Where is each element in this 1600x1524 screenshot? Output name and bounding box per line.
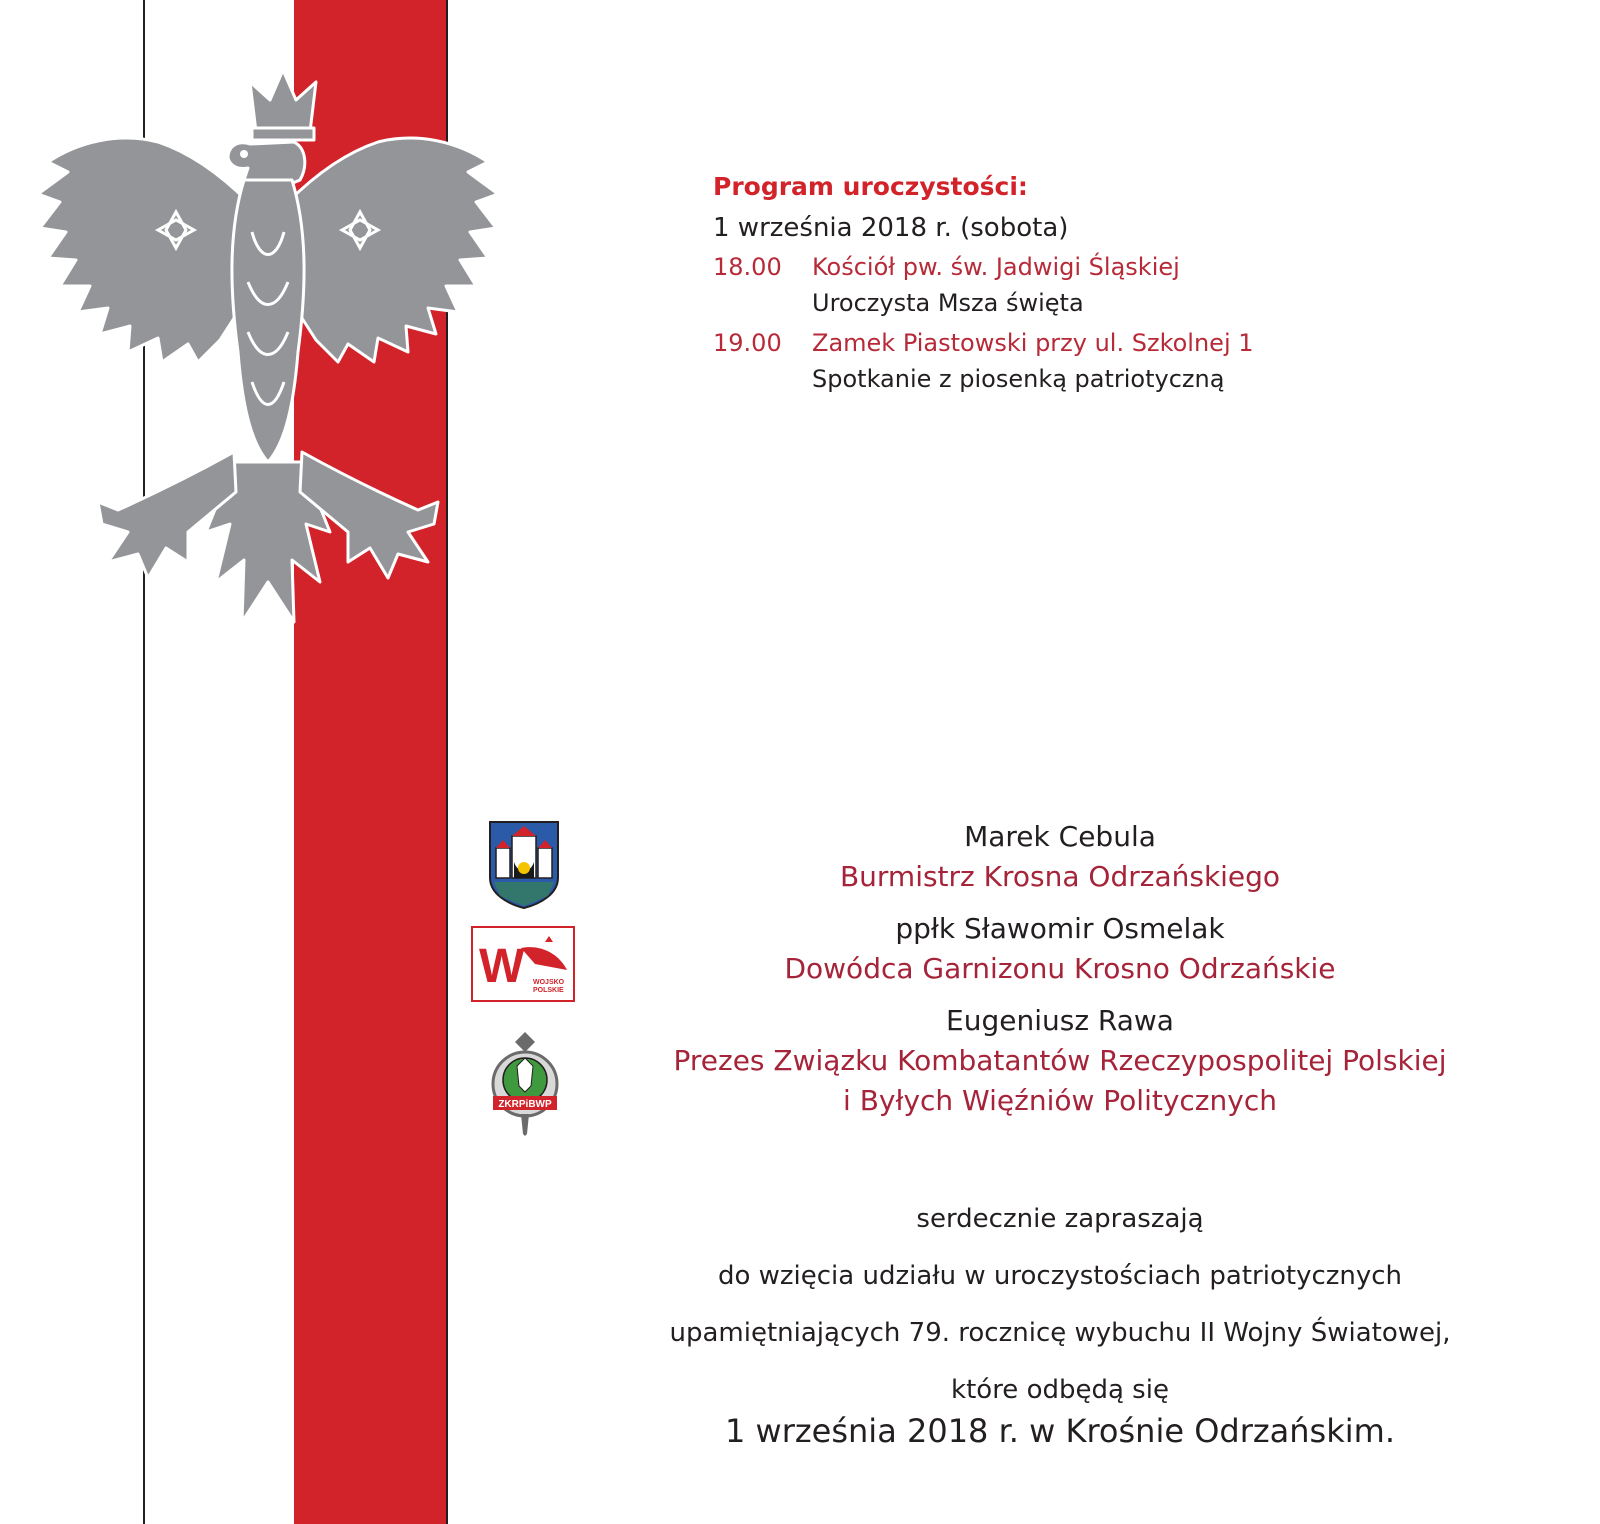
hosts-section bbox=[600, 817, 1520, 1133]
program-event bbox=[713, 249, 1254, 285]
invitation-section bbox=[600, 1201, 1520, 1452]
event-description: Spotkanie z piosenką patriotyczną bbox=[812, 365, 1225, 393]
host-role: Burmistrz Krosna Odrzańskiego bbox=[839, 860, 1281, 893]
invitation-line: upamiętniających 79. rocznicę wybuchu II Wojny Światowej, bbox=[669, 1318, 1451, 1348]
wojsko-polskie-logo-icon bbox=[471, 926, 575, 1002]
event-time: 19.00 bbox=[713, 329, 782, 357]
host-role: Dowódca Garnizonu Krosno Odrzańskie bbox=[784, 952, 1336, 985]
program-section bbox=[713, 172, 1254, 401]
invitation-line: do wzięcia udziału w uroczystościach patriotycznych bbox=[717, 1261, 1403, 1291]
wp-logo-text-2: POLSKIE bbox=[533, 987, 564, 994]
program-event bbox=[713, 325, 1254, 361]
host-role-line2: i Byłych Więźniów Politycznych bbox=[843, 1084, 1277, 1117]
program-date: 1 września 2018 r. (sobota) bbox=[713, 213, 1069, 243]
wp-logo-text-1: WOJSKO bbox=[533, 979, 565, 986]
zkrp-badge-text: ZKRPiBWP bbox=[498, 1099, 552, 1110]
krosno-coat-of-arms-icon bbox=[488, 820, 560, 910]
program-title: Program uroczystości: bbox=[713, 172, 1028, 201]
host-name: Eugeniusz Rawa bbox=[946, 1004, 1174, 1037]
invitation-line: które odbędą się bbox=[951, 1375, 1169, 1405]
host-entry bbox=[600, 1001, 1520, 1121]
host-name: Marek Cebula bbox=[964, 820, 1156, 853]
host-role: Prezes Związku Kombatantów Rzeczypospolitej Polskiej bbox=[673, 1044, 1447, 1077]
zkrp-bwp-badge-icon bbox=[487, 1030, 563, 1138]
event-place: Zamek Piastowski przy ul. Szkolnej 1 bbox=[812, 329, 1254, 357]
polish-eagle-emblem-icon bbox=[38, 62, 498, 652]
host-name: ppłk Sławomir Osmelak bbox=[895, 912, 1225, 945]
invitation-date-place: 1 września 2018 r. w Krośnie Odrzańskim. bbox=[725, 1412, 1395, 1450]
wp-logo-letter: W bbox=[479, 940, 525, 993]
host-entry bbox=[600, 909, 1520, 989]
host-entry bbox=[600, 817, 1520, 897]
event-description: Uroczysta Msza święta bbox=[812, 289, 1084, 317]
event-time: 18.00 bbox=[713, 253, 782, 281]
event-place: Kościół pw. św. Jadwigi Śląskiej bbox=[812, 253, 1180, 281]
invitation-line: serdecznie zapraszają bbox=[916, 1204, 1204, 1234]
